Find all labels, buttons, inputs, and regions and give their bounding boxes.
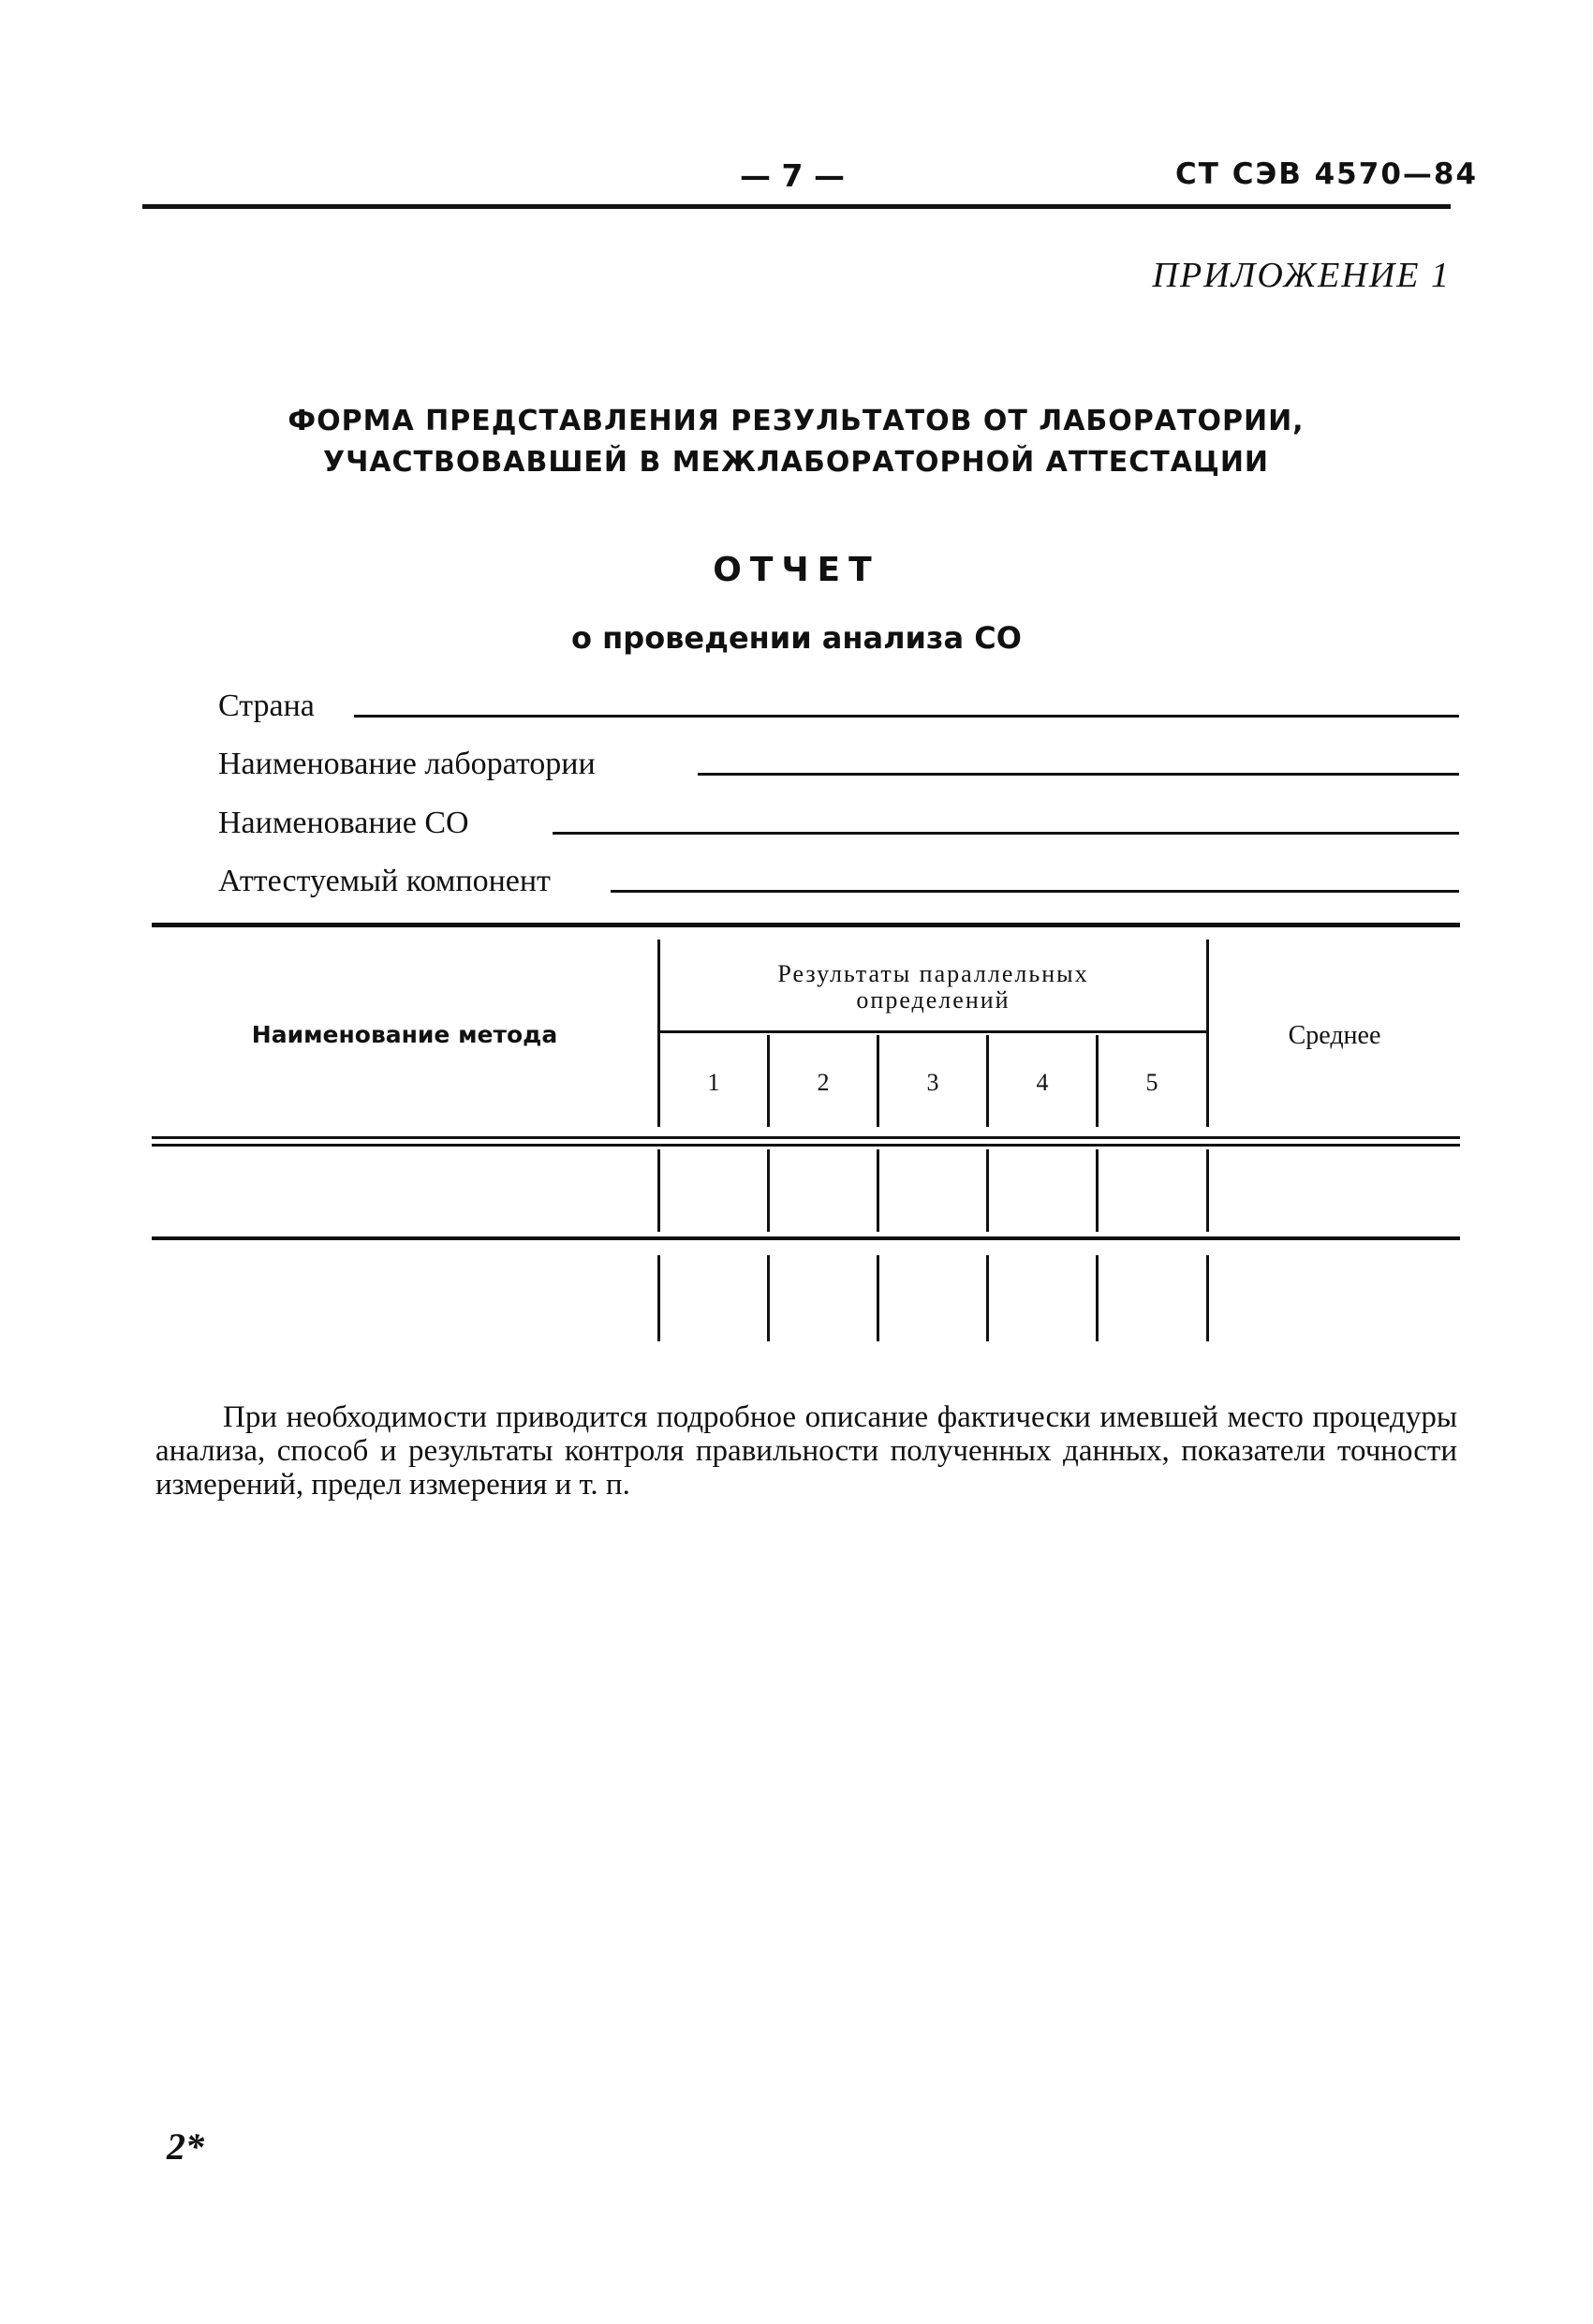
table-divider <box>1096 1149 1099 1232</box>
table-divider <box>1096 1255 1099 1341</box>
average-header: Среднее <box>1288 1021 1381 1050</box>
column-header-2: 2 <box>817 1069 830 1096</box>
column-header-4: 4 <box>1036 1069 1049 1096</box>
results-table <box>152 923 1460 1354</box>
lab-name-field[interactable] <box>698 773 1459 776</box>
table-header-double-rule <box>152 1144 1460 1147</box>
table-header-rule <box>657 1030 1209 1033</box>
country-label: Страна <box>218 688 315 723</box>
table-divider <box>877 1255 879 1341</box>
co-name-label: Наименование СО <box>218 806 469 840</box>
note-text: При необходимости приводится подробное описание фактически имевшей место процедуры анализа, способ и результаты контроля правильности полученных данных, показатели точности измерений, предел измерения и т. п. <box>155 1400 1457 1502</box>
report-subheading: о проведении анализа СО <box>571 620 1022 656</box>
table-divider <box>1206 1149 1209 1232</box>
column-header-3: 3 <box>926 1069 939 1096</box>
country-field[interactable] <box>354 715 1459 718</box>
results-header-line-2: определений <box>856 986 1010 1014</box>
form-title-line-1: ФОРМА ПРЕДСТАВЛЕНИЯ РЕЗУЛЬТАТОВ ОТ ЛАБОРАТОРИИ, <box>288 405 1305 437</box>
table-row-rule <box>152 1236 1460 1240</box>
table-divider <box>657 1255 660 1341</box>
table-divider <box>986 1255 989 1341</box>
table-divider <box>986 1149 989 1232</box>
sheet-mark: 2* <box>167 2125 204 2168</box>
table-divider <box>767 1149 770 1232</box>
table-divider <box>1206 1255 1209 1341</box>
lab-name-label: Наименование лаборатории <box>218 747 596 781</box>
component-field[interactable] <box>611 890 1459 893</box>
co-name-field[interactable] <box>553 832 1459 835</box>
appendix-label: ПРИЛОЖЕНИЕ 1 <box>1152 256 1451 295</box>
results-header-line-1: Результаты параллельных <box>777 960 1089 987</box>
table-divider <box>877 1149 879 1232</box>
note-paragraph <box>155 1400 1457 1502</box>
column-header-1: 1 <box>707 1069 720 1096</box>
form-title-line-2: УЧАСТВОВАВШЕЙ В МЕЖЛАБОРАТОРНОЙ АТТЕСТАЦИИ <box>322 446 1270 479</box>
column-header-5: 5 <box>1145 1069 1158 1096</box>
standard-code: СТ СЭВ 4570—84 <box>1175 157 1479 191</box>
method-header: Наименование метода <box>251 1021 558 1048</box>
report-heading: ОТЧЕТ <box>713 551 880 589</box>
table-top-rule <box>152 923 1460 927</box>
component-label: Аттестуемый компонент <box>218 864 551 898</box>
header-rule <box>142 204 1451 209</box>
page-number: — 7 — <box>740 157 845 194</box>
table-divider <box>767 1255 770 1341</box>
table-header-double-rule <box>152 1136 1460 1139</box>
table-divider <box>657 1149 660 1232</box>
